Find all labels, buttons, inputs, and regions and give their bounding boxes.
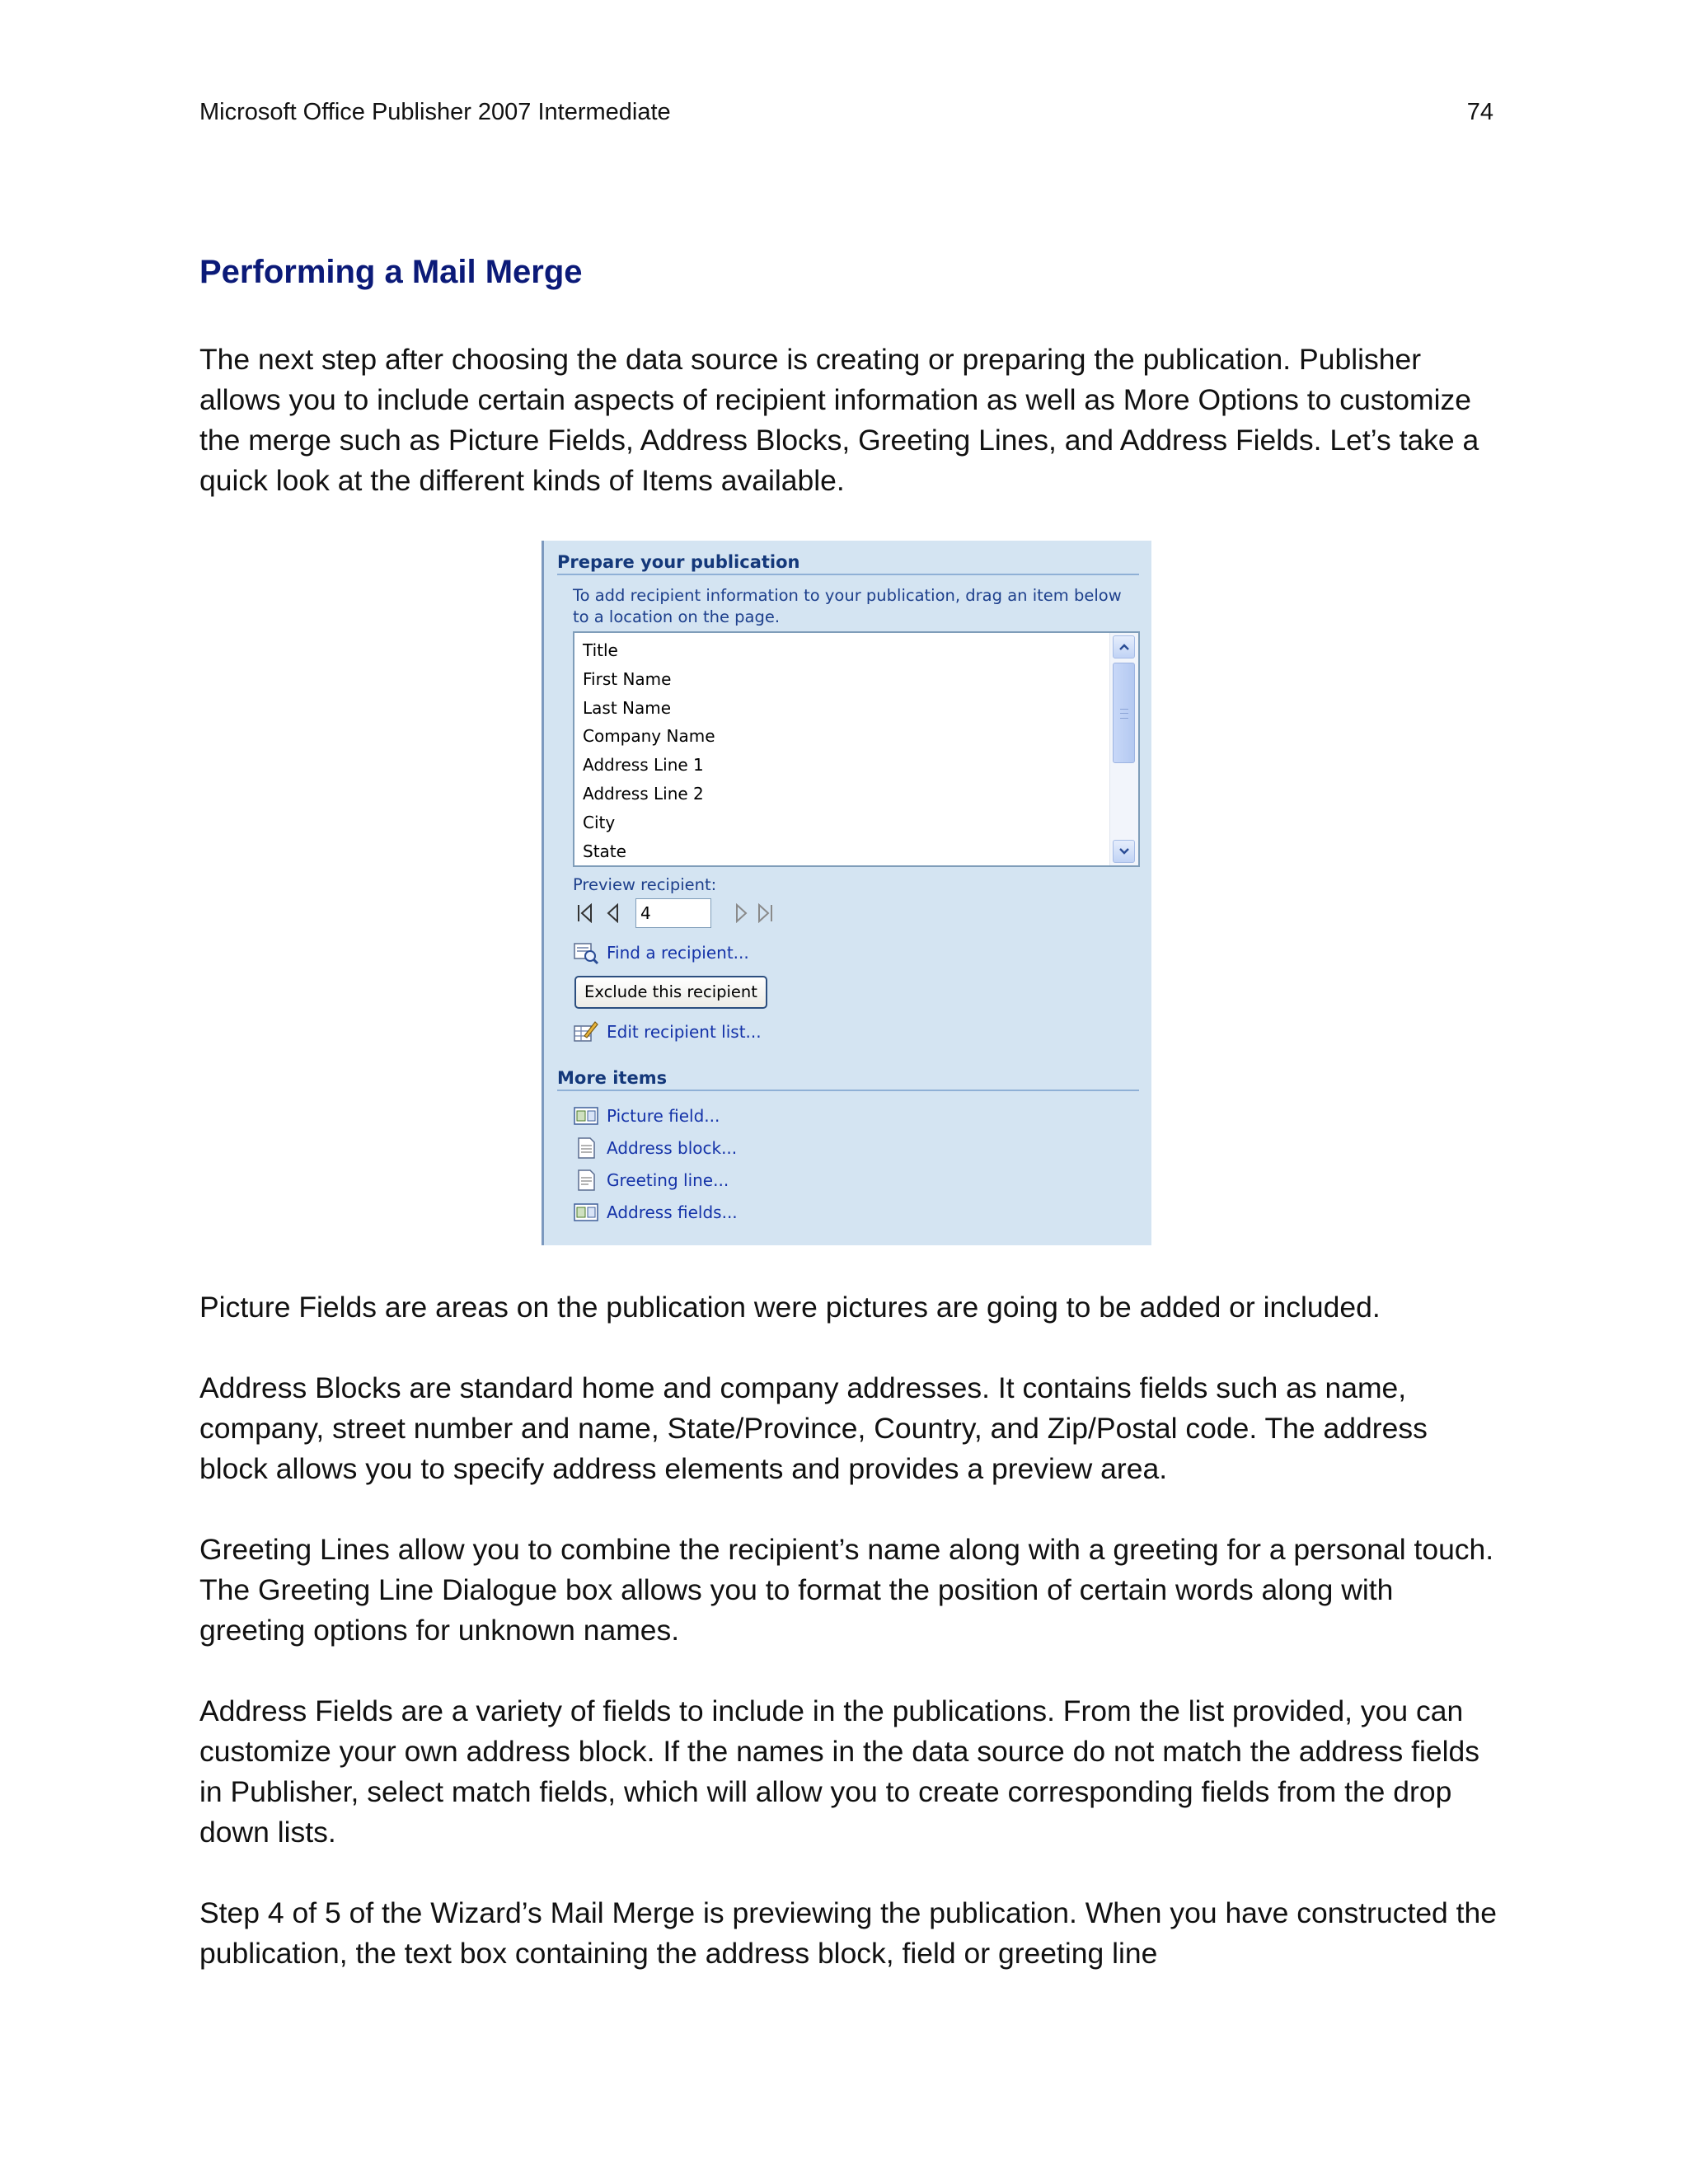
pane-instructions: To add recipient information to your publication, drag an item below to a location on the page. — [573, 586, 1122, 626]
picture-field-icon — [573, 1104, 599, 1128]
picture-field-link[interactable] — [573, 1103, 720, 1129]
scroll-up-button[interactable] — [1113, 635, 1135, 658]
address-fields-paragraph: Address Fields are a variety of fields to include in the publications. From the list provided, you can customize your own address block. If the names in the data source do not match the address fields in Publisher, select match fields, which will allow you to create corresponding fields from the drop down lists. — [199, 1694, 1479, 1849]
chevron-up-icon — [1118, 643, 1130, 651]
last-recipient-icon[interactable] — [756, 903, 774, 923]
mail-merge-task-pane — [542, 541, 1151, 1245]
picture-field-label: Picture field... — [607, 1106, 720, 1126]
preview-recipient-label: Preview recipient: — [573, 875, 717, 894]
address-fields-icon — [573, 1200, 599, 1225]
field-item-title[interactable]: Title — [583, 640, 618, 660]
picture-fields-paragraph: Picture Fields are areas on the publication were pictures are going to be added or included. — [199, 1291, 1381, 1324]
field-item-state[interactable]: State — [583, 841, 626, 861]
scroll-thumb[interactable] — [1113, 663, 1135, 763]
recipient-number-input[interactable] — [635, 898, 711, 928]
greeting-line-label: Greeting line... — [607, 1170, 729, 1190]
address-blocks-paragraph: Address Blocks are standard home and company addresses. It contains fields such as name, company, street number and name, State/Province, Country, and Zip/Postal code. The address block allows you to specify address elements and provides a preview area. — [199, 1371, 1428, 1485]
field-item-company-name[interactable]: Company Name — [583, 726, 715, 747]
list-scrollbar[interactable] — [1109, 633, 1138, 865]
edit-recipient-list-label: Edit recipient list... — [607, 1022, 762, 1042]
next-recipient-icon[interactable] — [732, 903, 750, 923]
field-item-city[interactable]: City — [583, 812, 616, 832]
address-fields-link[interactable] — [573, 1199, 738, 1226]
intro-paragraph: The next step after choosing the data source is creating or preparing the publication. Publisher allows you to include certain aspects of recipient information as well as More Options to customize the merge such as Picture Fields, Address Blocks, Greeting Lines, and Address Fields. Let’s take a quick look at the different kinds of Items available. — [199, 343, 1479, 497]
greeting-lines-paragraph: Greeting Lines allow you to combine the recipient’s name along with a greeting for a personal touch. The Greeting Line Dialogue box allows you to format the position of certain words along with greeting options for unknown names. — [199, 1533, 1494, 1647]
address-block-label: Address block... — [607, 1138, 738, 1158]
greeting-line-icon — [573, 1168, 599, 1193]
page-number: 74 — [1466, 99, 1493, 125]
chevron-down-icon — [1118, 847, 1130, 855]
find-recipient-link[interactable] — [573, 940, 749, 966]
field-item-address-line-2[interactable]: Address Line 2 — [583, 783, 704, 804]
section-title: Performing a Mail Merge — [199, 254, 583, 290]
edit-recipient-list-link[interactable] — [573, 1019, 762, 1045]
field-item-last-name[interactable]: Last Name — [583, 697, 672, 718]
field-item-address-line-1[interactable]: Address Line 1 — [583, 755, 704, 776]
previous-recipient-icon[interactable] — [604, 903, 622, 923]
scroll-down-button[interactable] — [1113, 840, 1135, 863]
address-block-link[interactable] — [573, 1135, 737, 1161]
document-title: Microsoft Office Publisher 2007 Intermediate — [199, 99, 671, 125]
address-fields-label: Address fields... — [607, 1202, 738, 1222]
exclude-recipient-button[interactable]: Exclude this recipient — [574, 976, 767, 1009]
address-block-icon — [573, 1136, 599, 1160]
find-recipient-label: Find a recipient... — [607, 943, 749, 963]
prepare-publication-heading: Prepare your publication — [557, 552, 1139, 575]
field-item-first-name[interactable]: First Name — [583, 668, 672, 689]
more-items-heading: More items — [557, 1068, 1139, 1091]
first-recipient-icon[interactable] — [576, 903, 594, 923]
step-paragraph: Step 4 of 5 of the Wizard’s Mail Merge is previewing the publication. When you have constructed the publication, the text box containing the address block, field or greeting line — [199, 1896, 1498, 1970]
find-recipient-icon — [573, 940, 599, 965]
greeting-line-link[interactable] — [573, 1167, 729, 1193]
edit-list-icon — [573, 1019, 599, 1044]
recipient-navigation — [573, 897, 820, 930]
recipient-field-list[interactable] — [573, 631, 1140, 867]
